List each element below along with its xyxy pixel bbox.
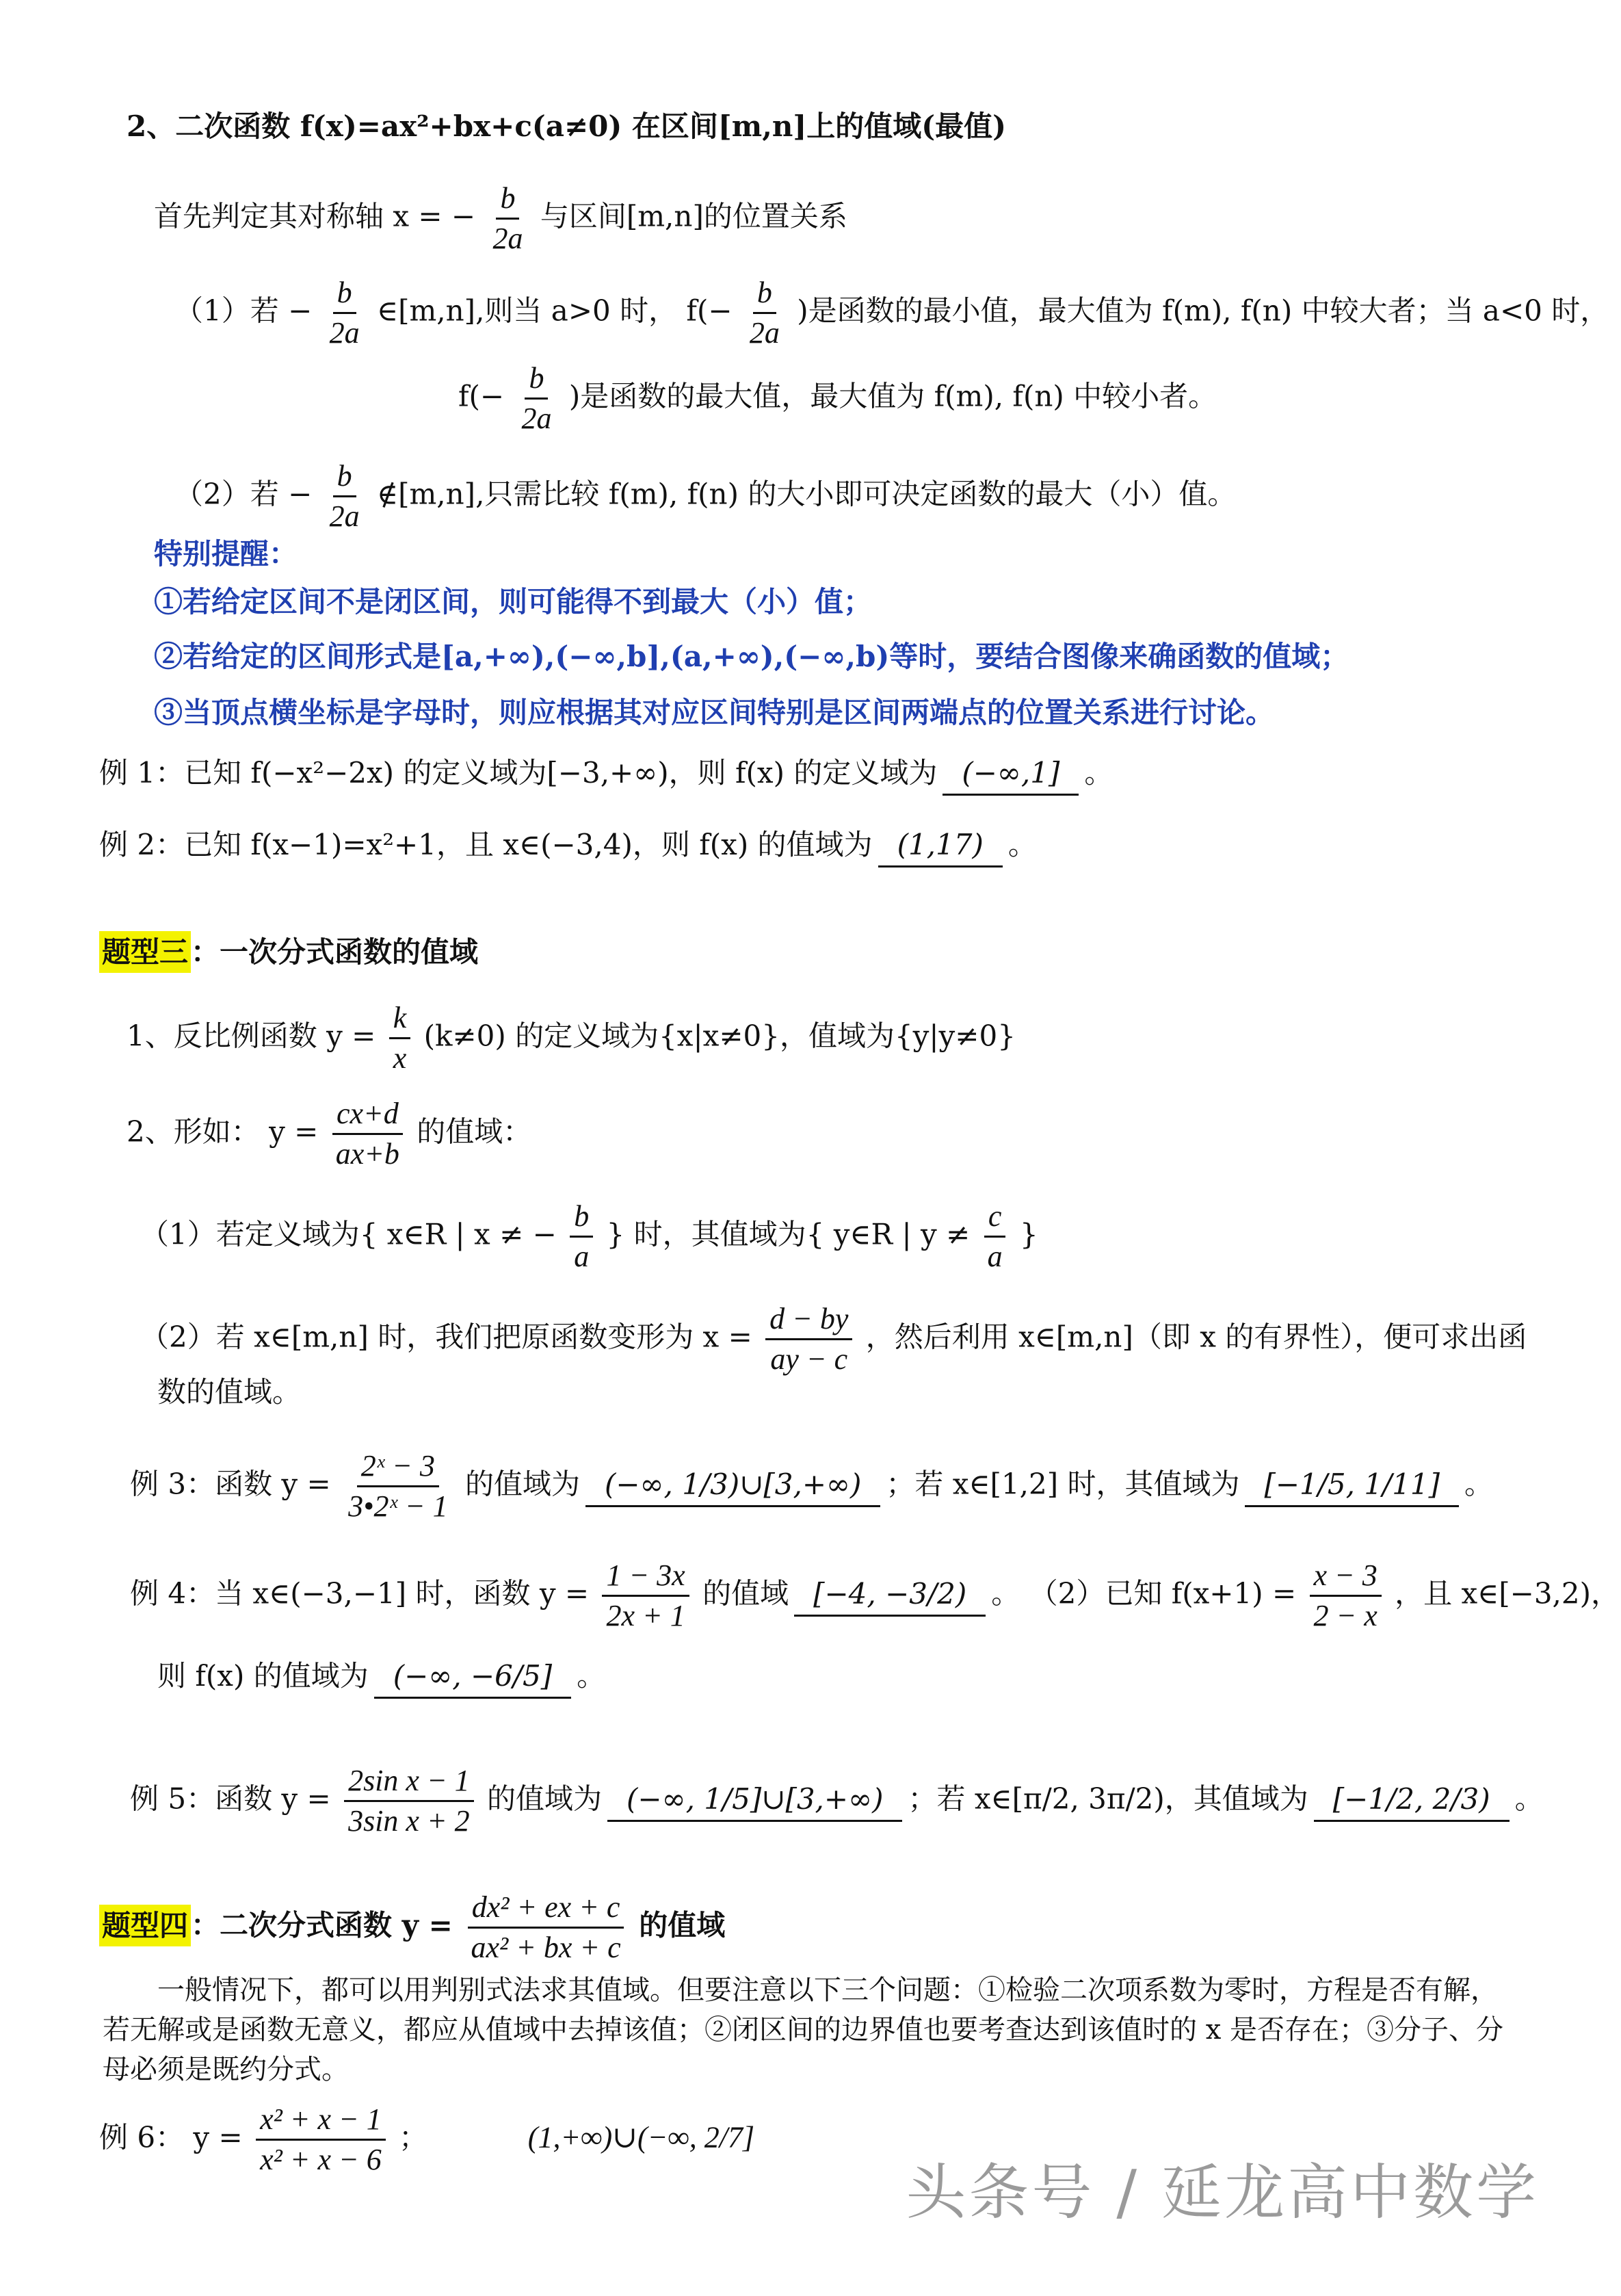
example-1: 例 1：已知 f(−x²−2x) 的定义域为[−3,+∞)，则 f(x) 的定义域为 (−∞,1] 。 bbox=[99, 753, 1113, 796]
fraction-b-over-2a: $\frac{b}{2a}$ bbox=[488, 179, 527, 258]
case-1-line-2: f(− $\frac{b}{2a}$ )是函数的最大值，最大值为 f(m), f(n) 中较小者。 bbox=[458, 359, 1217, 438]
example-4-cont: 则 f(x) 的值域为 (−∞, −6/5] 。 bbox=[157, 1656, 605, 1699]
fraction-k-over-x: $\frac{k}{x}$ bbox=[389, 999, 411, 1078]
example-2: 例 2：已知 f(x−1)=x²+1，且 x∈(−3,4)，则 f(x) 的值域为 (1,17) 。 bbox=[99, 824, 1037, 867]
fraction-ex6: $\frac{\text{x² + x − 1}}{\text{x² + x − 6}}$ bbox=[256, 2100, 386, 2179]
fraction-b-over-a: $\frac{b}{a}$ bbox=[570, 1197, 593, 1276]
fraction-b-over-2a: $\frac{b}{2a}$ bbox=[326, 274, 364, 352]
answer-blank: (1,17) bbox=[878, 824, 1003, 867]
answer-blank: [−4, −3/2) bbox=[794, 1574, 986, 1617]
type-3-heading: 题型三：一次分式函数的值域 bbox=[99, 932, 478, 973]
fraction-b-over-2a: $\frac{b}{2a}$ bbox=[746, 274, 784, 352]
fraction-ex5: $\frac{\text{2sin x − 1}}{\text{3sin x + 2}}$ bbox=[344, 1762, 474, 1840]
type-4-body: 一般情况下，都可以用判别式法求其值域。但要注意以下三个问题：①检验二次项系数为零时，方程是否有解，若无解或是函数无意义，都应从值域中去掉该值；②闭区间的边界值也要考查达到该值时的 x 是否存在；③分子、分母必须是既约分式。 bbox=[103, 1974, 1503, 2085]
section-title-quadratic: 2、二次函数 f(x)=ax²+bx+c(a≠0) 在区间[m,n]上的值域(最值) bbox=[127, 109, 1006, 143]
reminder-item-1: ①若给定区间不是闭区间，则可能得不到最大（小）值； bbox=[154, 585, 873, 618]
reminder-item-3: ③当顶点横坐标是字母时，则应根据其对应区间特别是区间两端点的位置关系进行讨论。 bbox=[154, 696, 1275, 729]
example-6: 例 6： y = $\frac{\text{x² + x − 1}}{\text{x² + x − 6}}$ ； (1,+∞)∪(−∞, 2/7] bbox=[99, 2100, 754, 2179]
watermark: 头条号 / 延龙高中数学 bbox=[906, 2157, 1539, 2228]
type-4-label: 题型四 bbox=[99, 1905, 191, 1946]
inverse-proportion-line: 1、反比例函数 y = $\frac{k}{x}$ (k≠0) 的定义域为{x|x≠0}，值域为{y|y≠0} bbox=[127, 999, 1016, 1078]
example-3: 例 3：函数 y = $\frac{\text{2ˣ − 3}}{\text{3•2ˣ − 1}}$ 的值域为 (−∞, 1/3)∪[3,+∞) ；若 x∈[1,2] 时，其值域为 [−1/5, 1/11] 。 bbox=[130, 1447, 1493, 1526]
reminder-title: 特别提醒： bbox=[154, 537, 298, 571]
answer-blank: (−∞,1] bbox=[943, 753, 1079, 796]
fraction-inverse: $\frac{d - by}{ay - c}$ bbox=[765, 1300, 852, 1379]
type-3-label: 题型三 bbox=[99, 931, 191, 973]
fraction-ex4: $\frac{1 - 3x}{2x + 1}$ bbox=[602, 1556, 689, 1635]
example-5: 例 5：函数 y = $\frac{\text{2sin x − 1}}{\text{3sin x + 2}}$ 的值域为 (−∞, 1/5]∪[3,+∞) ；若 x∈[π/2, 3π/2)，其值域为 [−1/2, 2/3) 。 bbox=[130, 1762, 1544, 1840]
answer-blank: (−∞, 1/3)∪[3,+∞) bbox=[585, 1464, 880, 1507]
case-1-line-1: （1）若 − $\frac{b}{2a}$ ∈[m,n],则当 a>0 时， f(− $\frac{b}{2a}$ )是函数的最小值，最大值为 f(m), f(n) 中较大者；当 a<0 时， bbox=[174, 274, 1609, 352]
answer-blank: [−1/5, 1/11] bbox=[1245, 1464, 1459, 1507]
example-4: 例 4：当 x∈(−3,−1] 时，函数 y = $\frac{1 - 3x}{2x + 1}$ 的值域 [−4, −3/2) 。 （2）已知 f(x+1) = $\frac{x - 3}{2 - x}$ ，且 x∈[−3,2)， bbox=[130, 1556, 1620, 1635]
linear-fraction-case-2: （2）若 x∈[m,n] 时，我们把原函数变形为 x = $\frac{d - by}{ay - c}$ ，然后利用 x∈[m,n]（即 x 的有界性），便可求出函 bbox=[140, 1300, 1527, 1379]
answer-blank: [−1/2, 2/3) bbox=[1314, 1779, 1510, 1822]
linear-fraction-form: 2、形如： y = $\frac{cx+d}{ax+b}$ 的值域： bbox=[127, 1095, 531, 1173]
example-6-answer: (1,+∞)∪(−∞, 2/7] bbox=[527, 2120, 755, 2154]
answer-blank: (−∞, 1/5]∪[3,+∞) bbox=[607, 1779, 902, 1822]
case-2-line: （2）若 − $\frac{b}{2a}$ ∉[m,n],只需比较 f(m), f(n) 的大小即可决定函数的最大（小）值。 bbox=[174, 457, 1236, 536]
fraction-c-over-a: $\frac{c}{a}$ bbox=[984, 1197, 1007, 1276]
linear-fraction-case-2-cont: 数的值域。 bbox=[157, 1375, 302, 1409]
answer-blank: (−∞, −6/5] bbox=[374, 1656, 571, 1699]
fraction-b-over-2a: $\frac{b}{2a}$ bbox=[517, 359, 555, 438]
fraction-ex4-2: $\frac{x - 3}{2 - x}$ bbox=[1310, 1556, 1382, 1635]
fraction-type4: $\frac{\text{dx² + ex + c}}{\text{ax² + bx + c}}$ bbox=[466, 1888, 624, 1967]
fraction-b-over-2a: $\frac{b}{2a}$ bbox=[326, 457, 364, 536]
fraction-ex3: $\frac{\text{2ˣ − 3}}{\text{3•2ˣ − 1}}$ bbox=[344, 1447, 452, 1526]
symmetry-axis-intro: 首先判定其对称轴 x = − $\frac{b}{2a}$ 与区间[m,n]的位置关系 bbox=[154, 179, 847, 258]
fraction-form: $\frac{cx+d}{ax+b}$ bbox=[332, 1095, 404, 1173]
type-4-heading: 题型四：二次分式函数 y = $\frac{\text{dx² + ex + c}}{\text{ax² + bx + c}}$ 的值域 bbox=[99, 1888, 725, 1967]
linear-fraction-case-1: （1）若定义域为{ x∈R | x ≠ − $\frac{b}{a}$ } 时，其值域为{ y∈R | y ≠ $\frac{c}{a}$ } bbox=[140, 1197, 1038, 1276]
reminder-item-2: ②若给定的区间形式是[a,+∞),(−∞,b],(a,+∞),(−∞,b)等时，要结合图像来确函数的值域； bbox=[154, 640, 1349, 673]
